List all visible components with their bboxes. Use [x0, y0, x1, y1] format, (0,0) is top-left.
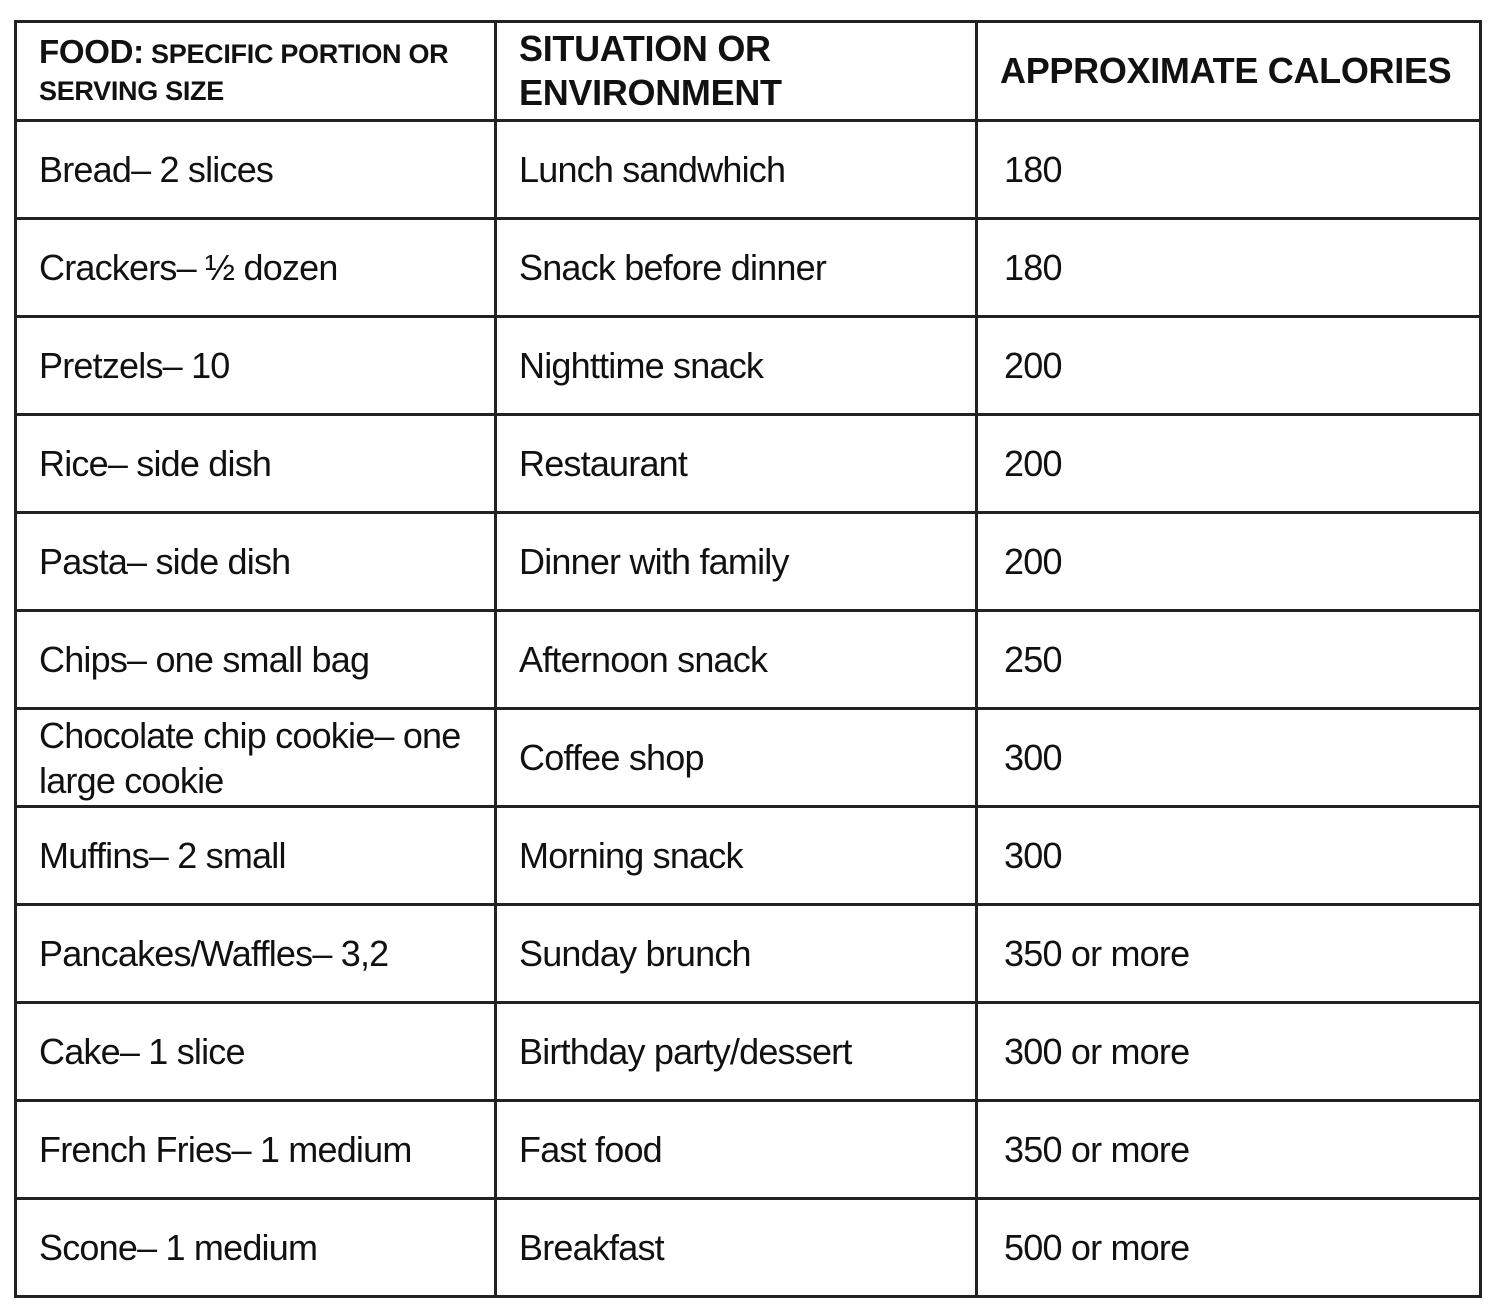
food-cell: Muffins– 2 small	[16, 807, 496, 905]
food-cell: Scone– 1 medium	[16, 1199, 496, 1297]
calories-cell: 200	[977, 415, 1481, 513]
food-cell: Cake– 1 slice	[16, 1003, 496, 1101]
food-cell: Chips– one small bag	[16, 611, 496, 709]
situation-cell: Snack before dinner	[496, 219, 977, 317]
food-cell: Crackers– ½ dozen	[16, 219, 496, 317]
calorie-table	[14, 20, 1482, 1298]
calories-cell: 180	[977, 121, 1481, 219]
table-row	[16, 219, 1481, 317]
table-row	[16, 513, 1481, 611]
situation-cell: Restaurant	[496, 415, 977, 513]
table-row	[16, 121, 1481, 219]
header-row	[16, 22, 1481, 121]
situation-cell: Breakfast	[496, 1199, 977, 1297]
calories-cell: 350 or more	[977, 905, 1481, 1003]
situation-cell: Lunch sandwhich	[496, 121, 977, 219]
calories-cell: 350 or more	[977, 1101, 1481, 1199]
situation-cell: Fast food	[496, 1101, 977, 1199]
table-row	[16, 905, 1481, 1003]
table-row	[16, 709, 1481, 807]
header-food-lead: FOOD:	[39, 32, 144, 70]
header-food-detail: SPECIFIC PORTION OR SERVING SIZE	[39, 38, 449, 106]
header-food	[16, 22, 496, 121]
table-row	[16, 1101, 1481, 1199]
situation-cell: Dinner with family	[496, 513, 977, 611]
header-situation: SITUATION OR ENVIRONMENT	[496, 22, 977, 121]
table-row	[16, 415, 1481, 513]
header-calories: APPROXIMATE CALORIES	[977, 22, 1481, 121]
situation-cell: Afternoon snack	[496, 611, 977, 709]
table-row	[16, 1003, 1481, 1101]
food-cell: Pretzels– 10	[16, 317, 496, 415]
table-header	[16, 22, 1481, 121]
food-cell: Chocolate chip cookie– one large cookie	[16, 709, 496, 807]
calories-cell: 200	[977, 513, 1481, 611]
calories-cell: 200	[977, 317, 1481, 415]
table-body	[16, 121, 1481, 1297]
food-cell: Pasta– side dish	[16, 513, 496, 611]
food-cell: French Fries– 1 medium	[16, 1101, 496, 1199]
calories-cell: 300	[977, 807, 1481, 905]
situation-cell: Morning snack	[496, 807, 977, 905]
table-row	[16, 1199, 1481, 1297]
calories-cell: 180	[977, 219, 1481, 317]
calories-cell: 500 or more	[977, 1199, 1481, 1297]
calories-cell: 300 or more	[977, 1003, 1481, 1101]
situation-cell: Nighttime snack	[496, 317, 977, 415]
situation-cell: Coffee shop	[496, 709, 977, 807]
table-row	[16, 611, 1481, 709]
calories-cell: 300	[977, 709, 1481, 807]
calories-cell: 250	[977, 611, 1481, 709]
situation-cell: Birthday party/dessert	[496, 1003, 977, 1101]
situation-cell: Sunday brunch	[496, 905, 977, 1003]
table-row	[16, 807, 1481, 905]
food-cell: Bread– 2 slices	[16, 121, 496, 219]
table-row	[16, 317, 1481, 415]
food-cell: Rice– side dish	[16, 415, 496, 513]
food-cell: Pancakes/Waffles– 3,2	[16, 905, 496, 1003]
